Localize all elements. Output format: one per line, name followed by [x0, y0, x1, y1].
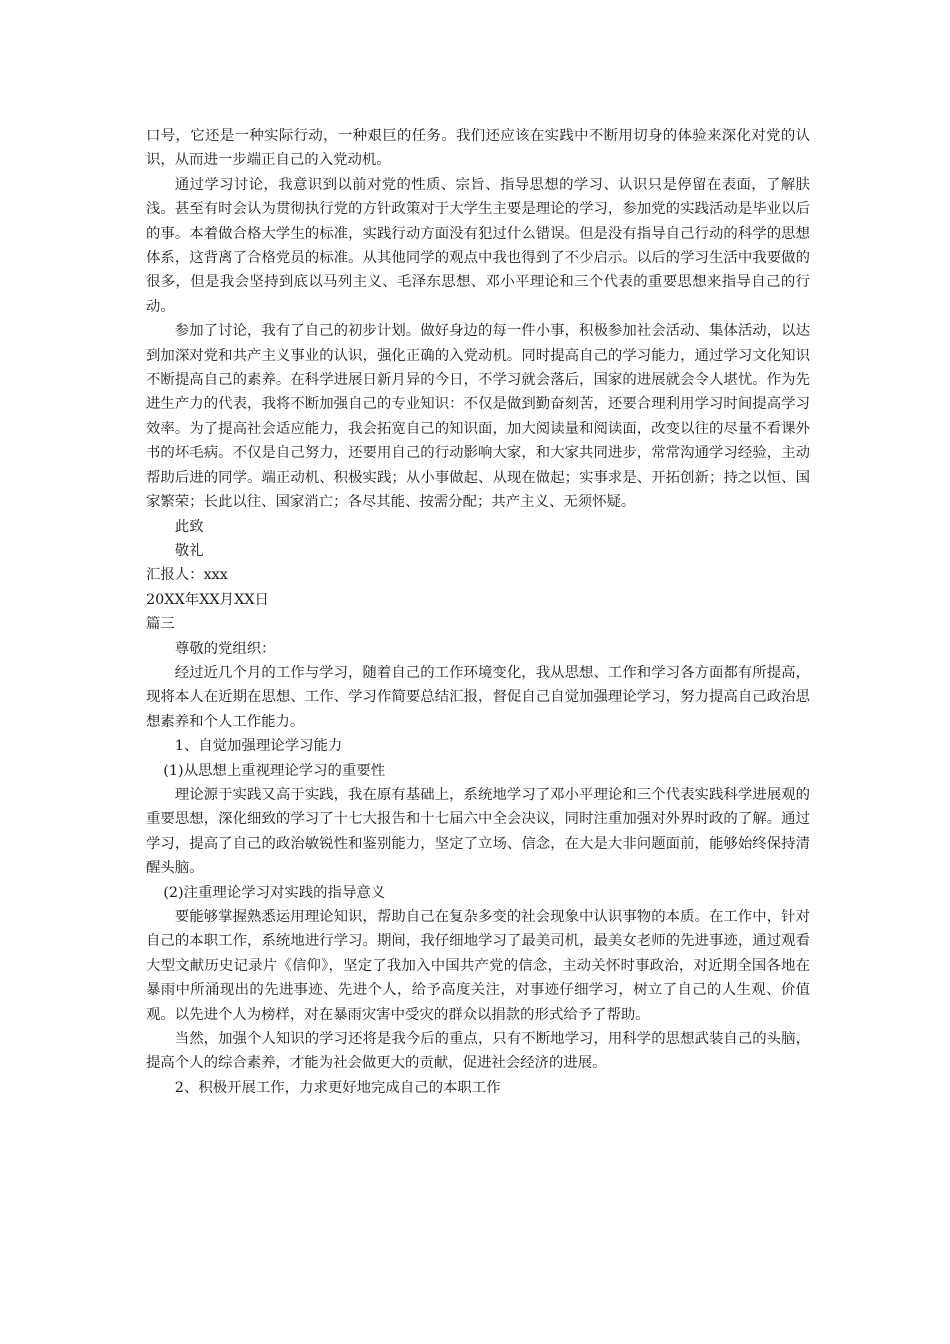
- date-line: 20XX年XX月XX日: [146, 591, 269, 608]
- paragraph-apply-theory: 要能够掌握熟悉运用理论知识，帮助自己在复杂多变的社会现象中认识事物的本质。在工作中，针对自己的本职工作，系统地进行学习。期间，我仔细地学习了最美司机，最美女老师的先进事迹，通过观看大型文献历史记录片《信仰》，坚定了我加入中国共产党的信念，主动关怀时事政治，对近期全国各地在暴雨中所涌现出的先进事迹、先进个人，给予高度关注，对事迹仔细学习，树立了自己的人生观、价值观。以先进个人为榜样，对在暴雨灾害中受灾的群众以捐款的形式给予了帮助。: [146, 909, 810, 1023]
- heading-point-1: 1、自觉加强理论学习能力: [174, 738, 343, 755]
- paragraph-study-discussion: 通过学习讨论，我意识到以前对党的性质、宗旨、指导思想的学习、认识只是停留在表面，了解肤浅。甚至有时会认为贯彻执行党的方针政策对于大学生主要是理论的学习，参加党的实践活动是毕业以后的事。本着做合格大学生的标准，实践行动方面没有犯过什么错误。但是没有指导自己行动的科学的思想体系，这背离了合格党员的标准。从其他同学的观点中我也得到了不少启示。以后的学习生活中我要做的很多，但是我会坚持到底以马列主义、毛泽东思想、邓小平理论和三个代表的重要思想来指导自己的行动。: [146, 176, 810, 315]
- closing-salutation: 此致: [174, 518, 204, 535]
- heading-point-2: 2、积极开展工作，力求更好地完成自己的本职工作: [174, 1079, 501, 1096]
- paragraph-future-focus: 当然，加强个人知识的学习还将是我今后的重点，只有不断地学习，用科学的思想武装自己的头脑，提高个人的综合素养，才能为社会做更大的贡献，促进社会经济的进展。: [146, 1031, 810, 1072]
- subheading-1-1: (1)从思想上重视理论学习的重要性: [163, 762, 386, 779]
- reporter-line: 汇报人：xxx: [146, 567, 228, 584]
- closing-respect: 敬礼: [174, 542, 204, 559]
- paragraph-intro: 经过近几个月的工作与学习，随着自己的工作环境变化，我从思想、工作和学习各方面都有所提高，现将本人在近期在思想、工作、学习作简要总结汇报，督促自己自觉加强理论学习，努力提高自己政治思想素养和个人工作能力。: [146, 664, 810, 730]
- section-heading: 篇三: [146, 616, 175, 633]
- subheading-1-2: (2)注重理论学习对实践的指导意义: [163, 884, 386, 901]
- document-body: [146, 124, 810, 1100]
- greeting-line: 尊敬的党组织：: [174, 640, 276, 657]
- paragraph-party-motive: 口号，它还是一种实际行动，一种艰巨的任务。我们还应该在实践中不断用切身的体验来深化对党的认识，从而进一步端正自己的入党动机。: [146, 128, 810, 169]
- paragraph-initial-plan: 参加了讨论，我有了自己的初步计划。做好身边的每一件小事，积极参加社会活动、集体活动，以达到加深对党和共产主义事业的认识，强化正确的入党动机。同时提高自己的学习能力，通过学习文化知识不断提高自己的素养。在科学进展日新月异的今日，不学习就会落后，国家的进展就会令人堪忧。作为先进生产力的代表，我将不断加强自己的专业知识：不仅是做到勤奋刻苦，还要合理利用学习时间提高学习效率。为了提高社会适应能力，我会拓宽自己的知识面，加大阅读量和阅读面，改变以往的尽量不看课外书的坏毛病。不仅是自己努力，还要用自己的行动影响大家，和大家共同进步，常常沟通学习经验，主动帮助后进的同学。端正动机、积极实践；从小事做起、从现在做起；实事求是、开拓创新；持之以恒、国家繁荣；长此以往、国家消亡；各尽其能、按需分配；共产主义、无须怀疑。: [146, 323, 810, 511]
- paragraph-theory-practice: 理论源于实践又高于实践，我在原有基础上，系统地学习了邓小平理论和三个代表实践科学进展观的重要思想，深化细致的学习了十七大报告和十七届六中全会决议，同时注重加强对外界时政的了解。通过学习，提高了自己的政治敏锐性和鉴别能力，坚定了立场、信念，在大是大非问题面前，能够始终保持清醒头脑。: [146, 786, 810, 877]
